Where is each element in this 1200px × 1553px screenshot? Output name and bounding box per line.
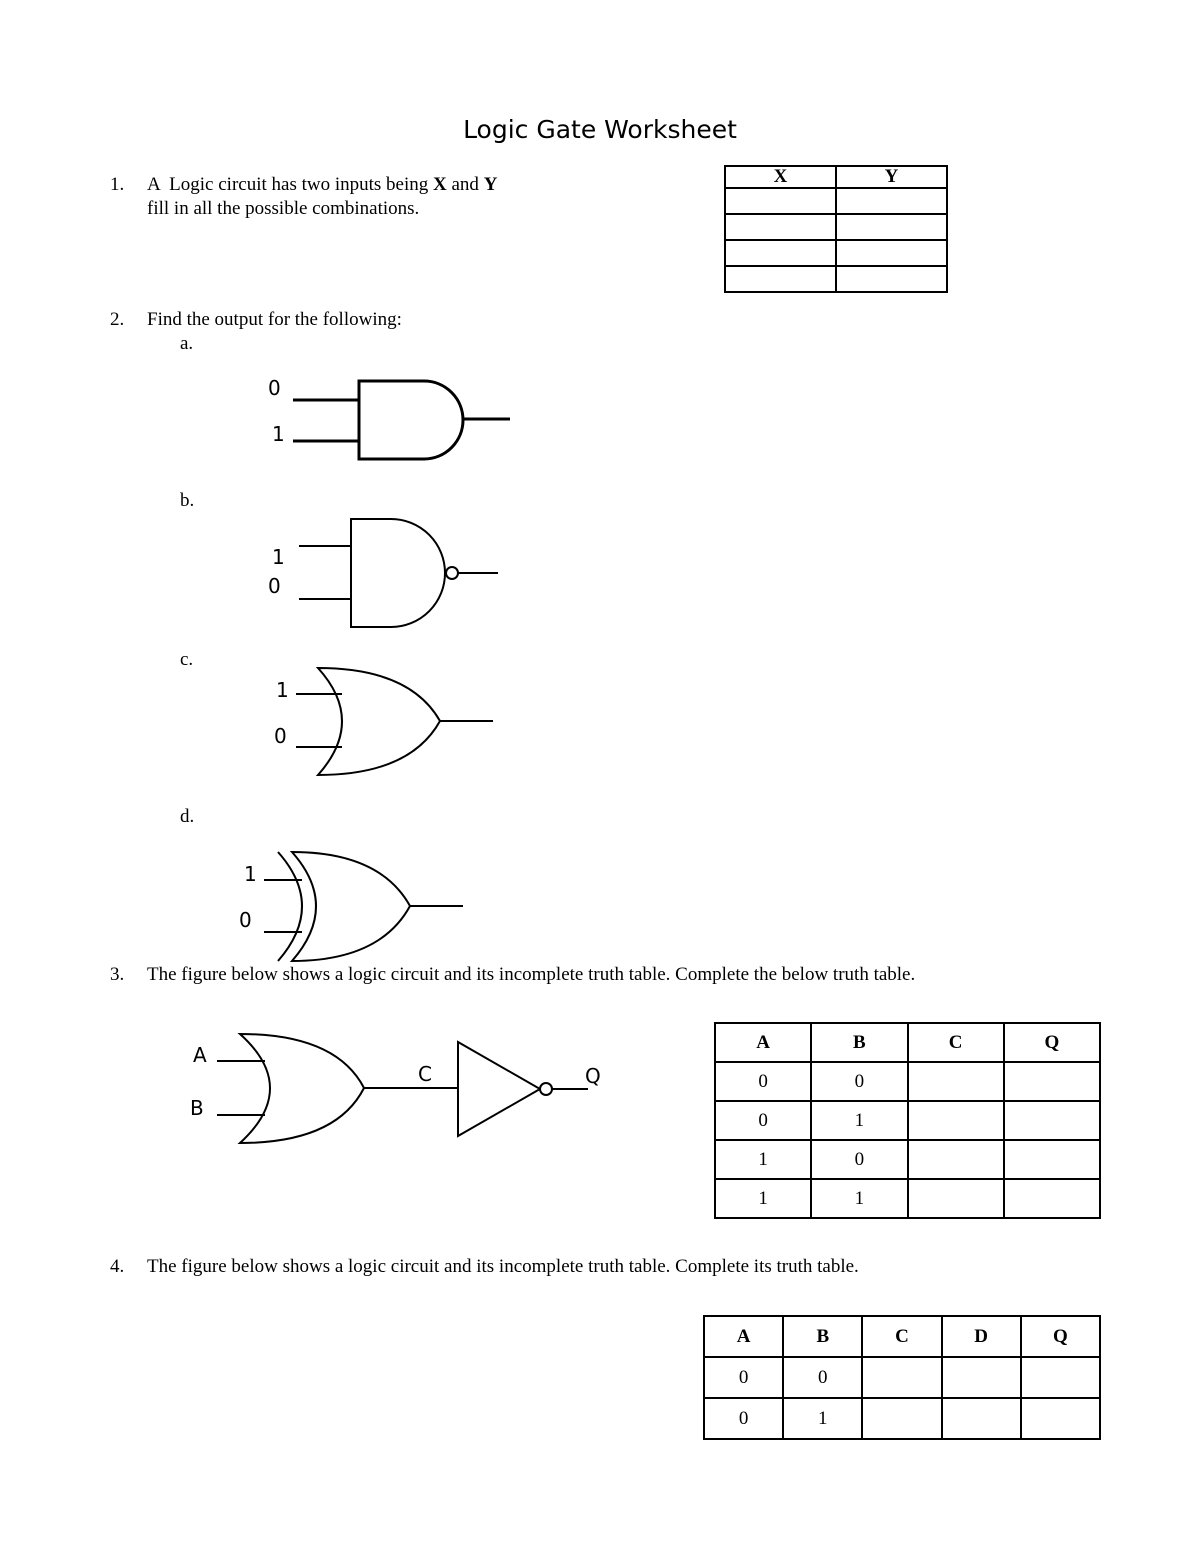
nand-gate-inverter-bubble [446, 567, 458, 579]
q2a-input-bottom: 1 [272, 422, 285, 446]
q2d-letter: d. [180, 806, 195, 827]
q2c-letter: c. [180, 649, 194, 670]
q4-text: The figure below shows a logic circuit and its incomplete truth table. Complete its truth table. [147, 1256, 859, 1277]
circuit-not-inverter-bubble [540, 1083, 552, 1095]
table-cell[interactable] [836, 240, 947, 266]
xor-gate-extra-curve [278, 852, 302, 961]
q4-header-d: D [942, 1316, 1021, 1357]
q1-number: 1. [110, 174, 125, 195]
table-cell: 1 [715, 1140, 811, 1179]
q1-text-line1 [147, 174, 497, 196]
q1-text-line2: fill in all the possible combinations. [147, 198, 420, 219]
q4-header-b: B [783, 1316, 862, 1357]
q1-header-y: Y [836, 166, 947, 188]
q1-text-mid: and [446, 174, 484, 195]
q3-label-q: Q [585, 1064, 601, 1088]
page-title: Logic Gate Worksheet [463, 115, 737, 144]
q3-number: 3. [110, 964, 125, 985]
q4-header-a: A [704, 1316, 783, 1357]
table-cell[interactable] [1004, 1101, 1100, 1140]
q3-label-b: B [190, 1096, 204, 1120]
q4-header-q: Q [1021, 1316, 1100, 1357]
q3-label-c: C [418, 1062, 432, 1086]
q3-header-c: C [908, 1023, 1004, 1062]
q3-header-a: A [715, 1023, 811, 1062]
q4-number: 4. [110, 1256, 125, 1277]
q2a-letter: a. [180, 333, 194, 354]
q3-text: The figure below shows a logic circuit and its incomplete truth table. Complete the below truth table. [147, 964, 916, 985]
table-cell[interactable] [862, 1357, 941, 1398]
q2d-input-top: 1 [244, 862, 257, 886]
table-cell: 1 [715, 1179, 811, 1218]
table-cell[interactable] [908, 1062, 1004, 1101]
table-cell[interactable] [725, 240, 836, 266]
table-cell[interactable] [1004, 1140, 1100, 1179]
and-gate-body [359, 381, 463, 459]
q2-text: Find the output for the following: [147, 309, 402, 330]
table-cell: 0 [783, 1357, 862, 1398]
table-cell[interactable] [908, 1179, 1004, 1218]
table-cell[interactable] [836, 266, 947, 292]
q2d-input-bottom: 0 [239, 908, 252, 932]
table-cell[interactable] [725, 266, 836, 292]
q2b-letter: b. [180, 490, 195, 511]
table-cell[interactable] [908, 1101, 1004, 1140]
q3-label-a: A [193, 1043, 207, 1067]
q2c-input-top: 1 [276, 678, 289, 702]
q4-header-c: C [862, 1316, 941, 1357]
table-cell: 1 [783, 1398, 862, 1439]
table-cell[interactable] [725, 188, 836, 214]
table-cell: 0 [715, 1101, 811, 1140]
table-cell[interactable] [836, 214, 947, 240]
table-cell: 0 [811, 1062, 907, 1101]
q1-header-x: X [725, 166, 836, 188]
table-cell: 1 [811, 1101, 907, 1140]
table-cell: 0 [811, 1140, 907, 1179]
table-cell[interactable] [1004, 1062, 1100, 1101]
table-cell[interactable] [862, 1398, 941, 1439]
xor-gate-body [292, 852, 410, 961]
nand-gate-body [351, 519, 445, 627]
table-cell[interactable] [725, 214, 836, 240]
q2a-input-top: 0 [268, 376, 281, 400]
table-cell: 0 [704, 1398, 783, 1439]
table-cell[interactable] [942, 1357, 1021, 1398]
table-cell: 1 [811, 1179, 907, 1218]
q4-truth-table [703, 1315, 1101, 1440]
or-not-circuit-icon [0, 0, 1, 1]
table-cell[interactable] [1021, 1398, 1100, 1439]
circuit-or-gate-body [240, 1034, 364, 1143]
q3-header-q: Q [1004, 1023, 1100, 1062]
circuit-not-gate-body [458, 1042, 540, 1136]
q1-var-x: X [433, 174, 447, 195]
q2-number: 2. [110, 309, 125, 330]
q2b-input-top: 1 [272, 545, 285, 569]
q1-text-pre: A Logic circuit has two inputs being [147, 174, 434, 195]
q2b-input-bottom: 0 [268, 574, 281, 598]
table-cell: 0 [715, 1062, 811, 1101]
q3-truth-table [714, 1022, 1101, 1219]
or-gate-body [318, 668, 440, 775]
q1-var-y: Y [483, 174, 498, 195]
table-cell[interactable] [942, 1398, 1021, 1439]
table-cell: 0 [704, 1357, 783, 1398]
table-cell[interactable] [1021, 1357, 1100, 1398]
table-cell[interactable] [1004, 1179, 1100, 1218]
q3-header-b: B [811, 1023, 907, 1062]
q2c-input-bottom: 0 [274, 724, 287, 748]
table-cell[interactable] [836, 188, 947, 214]
table-cell[interactable] [908, 1140, 1004, 1179]
q1-truth-table [724, 165, 948, 293]
